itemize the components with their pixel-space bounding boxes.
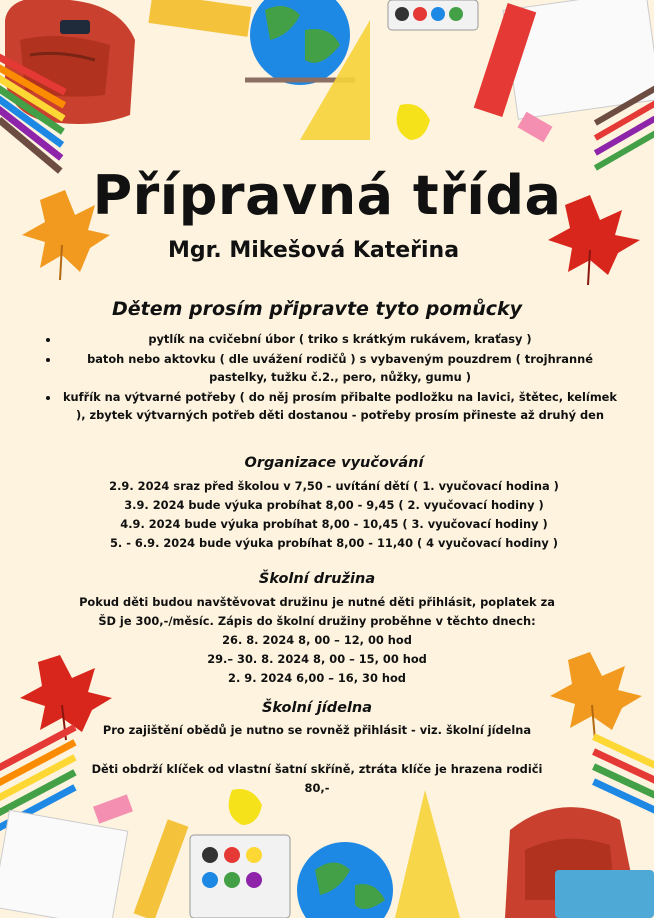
supplies-heading: Dětem prosím připravte tyto pomůcky — [111, 298, 523, 320]
schedule-line: 4.9. 2024 bude výuka probíhat 8,00 - 10,45 ( 3. vyučovací hodiny ) — [120, 517, 548, 531]
leaf-icon — [397, 104, 430, 140]
ruler-icon — [134, 819, 189, 918]
supplies-list — [40, 330, 620, 426]
colored-pencils-icon — [592, 733, 654, 818]
canteen-heading: Školní jídelna — [261, 700, 373, 716]
eraser-icon — [93, 794, 133, 823]
teacher-name: Mgr. Mikešová Kateřina — [168, 238, 460, 263]
club-line: 26. 8. 2024 8, 00 – 12, 00 hod — [222, 633, 412, 647]
club-line: 2. 9. 2024 6,00 – 16, 30 hod — [228, 671, 406, 685]
list-item: • pytlík na cvičební úbor ( triko s krátkým rukávem, kraťasy ) — [60, 330, 620, 348]
paint-box-icon — [190, 835, 290, 918]
globe-icon — [297, 842, 393, 918]
page-title: Přípravná třída — [92, 164, 562, 227]
organization-schedule — [0, 477, 654, 553]
paint-box-icon — [388, 0, 478, 30]
club-line: 29.– 30. 8. 2024 8, 00 – 15, 00 hod — [207, 652, 427, 666]
schedule-line: 3.9. 2024 bude výuka probíhat 8,00 - 9,45 ( 2. vyučovací hodiny ) — [124, 498, 544, 512]
locker-key-info — [60, 760, 574, 798]
schedule-line: 5. - 6.9. 2024 bude výuka probíhat 8,00 - 11,40 ( 4 vyučovací hodiny ) — [110, 536, 558, 550]
afterschool-club-heading: Školní družina — [258, 571, 376, 587]
organization-heading: Organizace vyučování — [244, 455, 424, 471]
list-item: • kufřík na výtvarné potřeby ( do něj prosím přibalte podložku na lavici, štětec, kelímek ), zbytek výtvarných potřeb děti dostanou - potřeby prosím přineste až druhý den — [60, 388, 620, 424]
canteen-info: Pro zajištění obědů je nutno se rovněž přihlásit - viz. školní jídelna — [102, 723, 532, 737]
triangle-ruler-icon — [395, 790, 460, 918]
afterschool-club-info — [0, 593, 634, 688]
key-line: 80,- — [304, 781, 330, 795]
key-line: Děti obdrží klíček od vlastní šatní skříně, ztráta klíče je hrazena rodiči — [91, 762, 543, 776]
ruler-icon — [148, 0, 251, 37]
list-item: • batoh nebo aktovku ( dle uvážení rodičů ) s vybaveným pouzdrem ( trojhranné pastelky, tužku č.2., pero, nůžky, gumu ) — [60, 350, 620, 386]
schedule-line: 2.9. 2024 sraz před školou v 7,50 - uvítání dětí ( 1. vyučovací hodina ) — [109, 479, 559, 493]
club-line: ŠD je 300,-/měsíc. Zápis do školní družiny proběhne v těchto dnech: — [98, 614, 536, 628]
notebook-icon — [0, 810, 128, 918]
calculator-icon — [555, 870, 654, 918]
globe-icon — [245, 0, 355, 85]
club-line: Pokud děti budou navštěvovat družinu je nutné děti přihlásit, poplatek za — [79, 595, 555, 609]
